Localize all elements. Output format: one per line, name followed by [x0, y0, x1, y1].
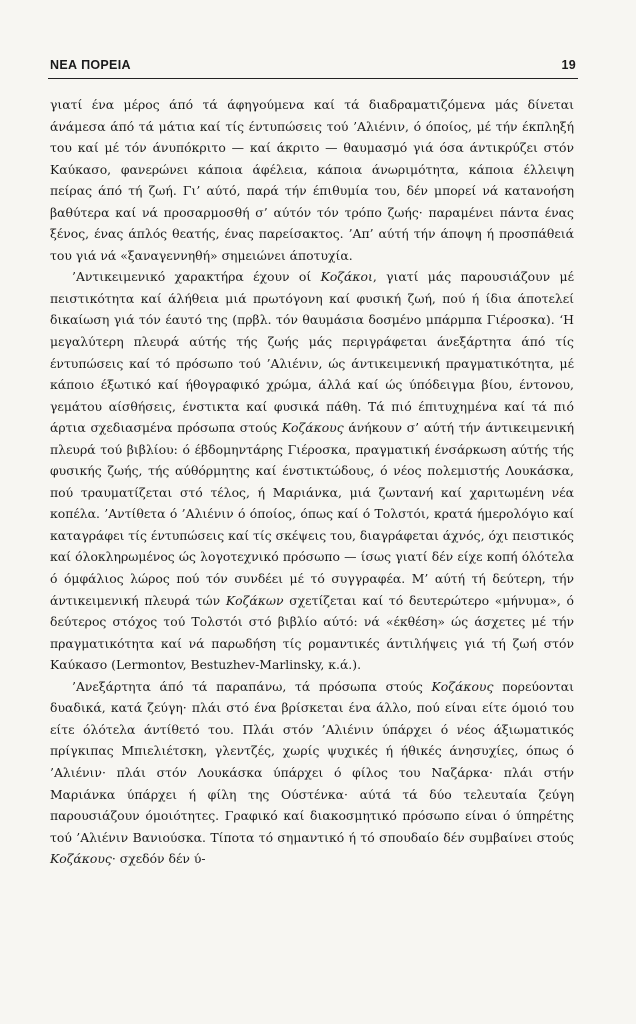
- paragraph: [50, 94, 574, 266]
- text-run: σχετίζεται καί τό δευτερώτερο «μήνυμα», ό δεύτερος στόχος τού Τολστόι στό βιβλίο αύτό: νά «έκθέση» ώς άσχετες μέ τήν πραγματικότητα καί νά παρωδήση τίς ρομαντικές άντιλήψεις γιά τή ζωή στόν Καύκασο (Lermontov, Bestuzhev-Marlinsky, κ.ά.).: [50, 592, 575, 673]
- running-header: [50, 58, 576, 72]
- page-number: 19: [561, 58, 576, 72]
- text-run: · σχεδόν δέν ύ-: [111, 851, 206, 867]
- italic-title: Κοζάκους: [50, 851, 112, 867]
- running-title: ΝΕΑ ΠΟΡΕΙΑ: [50, 58, 131, 72]
- italic-title: Κοζάκων: [225, 592, 284, 608]
- italic-title: Κοζάκοι: [320, 269, 373, 285]
- body-text: [50, 94, 574, 870]
- paragraph: [50, 676, 574, 870]
- text-run: άνήκουν σ’ αύτή τήν άντικειμενική πλευρά τού βιβλίου: ό έβδομηντάρης Γιέροσκα, πραγματική ένσάρκωση αύτής τής φυσικής ζωής, τής αύθόρμητης καί ένστικτώδους, ό νέος πολεμιστής Λουκάσκα, πού τραυματίζεται στό τέλος, ή Μαριάνκα, μιά ζωντανή καί χαριτωμένη νέα κοπέλα. ’Αντίθετα ό ’Αλιένιν ό όποίος, όπως καί ό Τολστόι, κρατά ήμερολόγιο καί καταγράφει τίς έντυπώσεις καί τίς σκέψεις του, διαγράφεται άχνός, όχι πειστικός καί όλοκληρωμένος ώς λογοτεχνικό πρόσωπο — ίσως γιατί δέν είχε κοπή όλότελα ό όμφάλιος λώρος πού τόν συνδέει μέ τό συγγραφέα. Μ’ αύτή τή δεύτερη, τήν άντικειμενική πλευρά τών: [50, 420, 574, 608]
- text-run: ’Ανεξάρτητα άπό τά παραπάνω, τά πρόσωπα στούς: [72, 678, 432, 694]
- header-rule: [48, 78, 578, 79]
- text-run: γιατί ένα μέρος άπό τά άφηγούμενα καί τά διαδραματιζόμενα μάς δίνεται άνάμεσα άπό τά μάτια καί τίς έντυπώσεις τού ’Αλιένιν, ό όποίος, μέ τήν έκπληξή του καί μέ τόν άνυπόκριτο — καί άκριτο — θαυμασμό γιά όσα άντικρύζει στόν Καύκασο, φανερώνει κάποια άφέλεια, κάποια άνωριμότητα, κάποια έλλειψη πείρας άπό τή ζωή. Γι’ αύτό, παρά τήν έπιθυμία του, δέν μπορεί νά κατανοήση βαθύτερα καί νά προσαρμοσθή σ’ αύτόν τόν τρόπο ζωής· παραμένει πάντα ένας ξένος, ένας άπλός θεατής, ένας παρείσακτος. ’Απ’ αύτή τήν άποψη ή προσπάθειά του γιά νά «ξαναγεννηθή» σημειώνει άποτυχία.: [50, 97, 574, 263]
- text-run: , γιατί μάς παρουσιάζουν μέ πειστικότητα καί άλήθεια μιά πρωτόγονη καί φυσική ζωή, πού ή ίδια άποτελεί δικαίωση γιά τόν έαυτό της (πρβλ. τόν θαυμάσια δοσμένο μπάρμπα Γιέροσκα). ‘Η μεγαλύτερη πλευρά αύτής τής ζωής μάς περιγράφεται άνεξάρτητα άπό τίς έντυπώσεις καί τό πρόσωπο τού ’Αλιένιν, ώς άντικειμενική πραγματικότητα, μέ κάποιο έξωτικό καί ήθογραφικό χρώμα, άλλά καί ώς ύπόδειγμα βίου, έντονου, γεμάτου αίσθήσεις, ένστικτα καί φυσικά πάθη. Τά πιό έπιτυχημένα καί τά πιό άρτια σχεδιασμένα πρόσωπα στούς: [50, 269, 574, 436]
- text-run: ’Αντικειμενικό χαρακτήρα έχουν οί: [72, 269, 321, 285]
- italic-title: Κοζάκους: [281, 420, 344, 436]
- text-run: πορεύονται δυαδικά, κατά ζεύγη· πλάι στό ένα βρίσκεται ένα άλλο, πού είναι είτε όμοιό του είτε όλότελα άντίθετό του. Πλάι στόν ’Αλιένιν ύπάρχει ό νέος άξιωματικός πρίγκιπας Μπιελιέτσκη, γλεντζές, χωρίς ψυχικές ή ήθικές άνησυχίες, όπως ό ’Αλιένιν· πλάι στόν Λουκάσκα ύπάρχει ό φίλος του Ναζάρκα· πλάι στήν Μαριάνκα ύπάρχει ή φίλη της Ούστένκα· αύτά τά δύο τελευταία ζεύγη παρουσιάζουν όμοιότητες. Γραφικό καί διακοσμητικό πρόσωπο είναι ό ύπηρέτης τού ’Αλιένιν Βανιούσκα. Τίποτα τό σημαντικό ή τό σπουδαίο δέν συμβαίνει στούς: [50, 678, 574, 845]
- italic-title: Κοζάκους: [431, 678, 494, 694]
- paragraph: [50, 266, 574, 675]
